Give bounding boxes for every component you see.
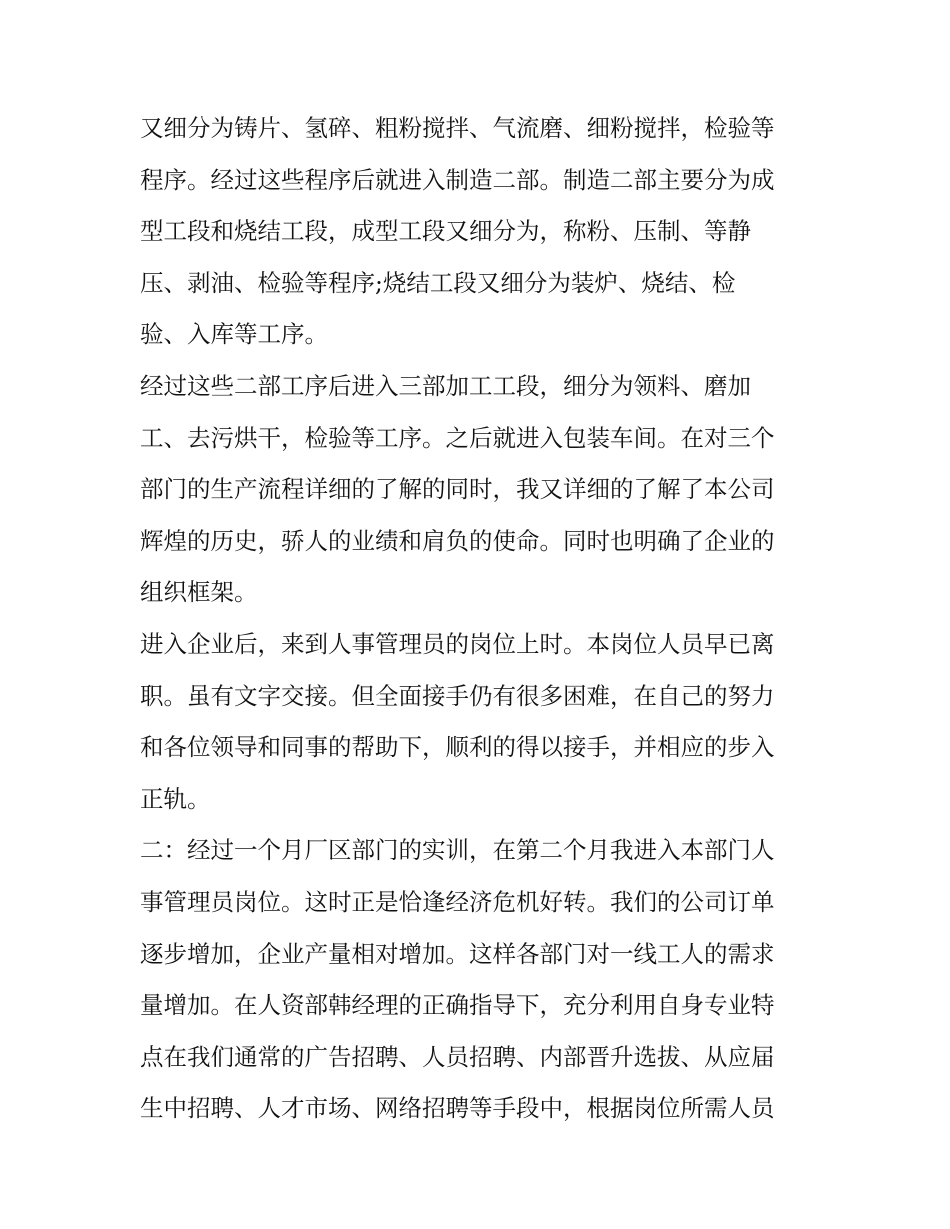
text-line: 组织框架。 <box>140 578 258 607</box>
text-line: 二：经过一个月厂区部门的实训，在第二个月我进入本部门人 <box>140 836 775 865</box>
text-line: 程序。经过这些程序后就进入制造二部。制造二部主要分为成 <box>140 165 775 194</box>
text-line: 事管理员岗位。这时正是恰逢经济危机好转。我们的公司订单 <box>140 887 775 916</box>
text-line: 进入企业后，来到人事管理员的岗位上时。本岗位人员早已离 <box>140 629 775 658</box>
text-line: 正轨。 <box>140 784 211 813</box>
text-line: 生中招聘、人才市场、网络招聘等手段中，根据岗位所需人员 <box>140 1094 775 1123</box>
text-line: 部门的生产流程详细的了解的同时，我又详细的了解了本公司 <box>140 475 775 504</box>
document-body <box>140 103 820 1135</box>
text-line: 压、剥油、检验等程序;烧结工段又细分为装炉、烧结、检 <box>140 268 736 297</box>
text-line: 和各位领导和同事的帮助下，顺利的得以接手，并相应的步入 <box>140 733 775 762</box>
text-line: 型工段和烧结工段，成型工段又细分为，称粉、压制、等静 <box>140 217 751 246</box>
text-line: 职。虽有文字交接。但全面接手仍有很多困难，在自己的努力 <box>140 681 775 710</box>
text-line: 点在我们通常的广告招聘、人员招聘、内部晋升选拔、从应届 <box>140 1042 775 1071</box>
text-line: 又细分为铸片、氢碎、粗粉搅拌、气流磨、细粉搅拌，检验等 <box>140 114 775 142</box>
text-line: 经过这些二部工序后进入三部加工工段，细分为领料、磨加 <box>140 371 751 400</box>
text-line: 逐步增加，企业产量相对增加。这样各部门对一线工人的需求 <box>140 939 775 968</box>
text-line: 工、去污烘干，检验等工序。之后就进入包装车间。在对三个 <box>140 423 775 452</box>
text-line: 量增加。在人资部韩经理的正确指导下，充分利用自身专业特 <box>140 991 775 1020</box>
text-line: 辉煌的历史，骄人的业绩和肩负的使命。同时也明确了企业的 <box>140 526 775 555</box>
text-line: 验、入库等工序。 <box>140 320 328 349</box>
